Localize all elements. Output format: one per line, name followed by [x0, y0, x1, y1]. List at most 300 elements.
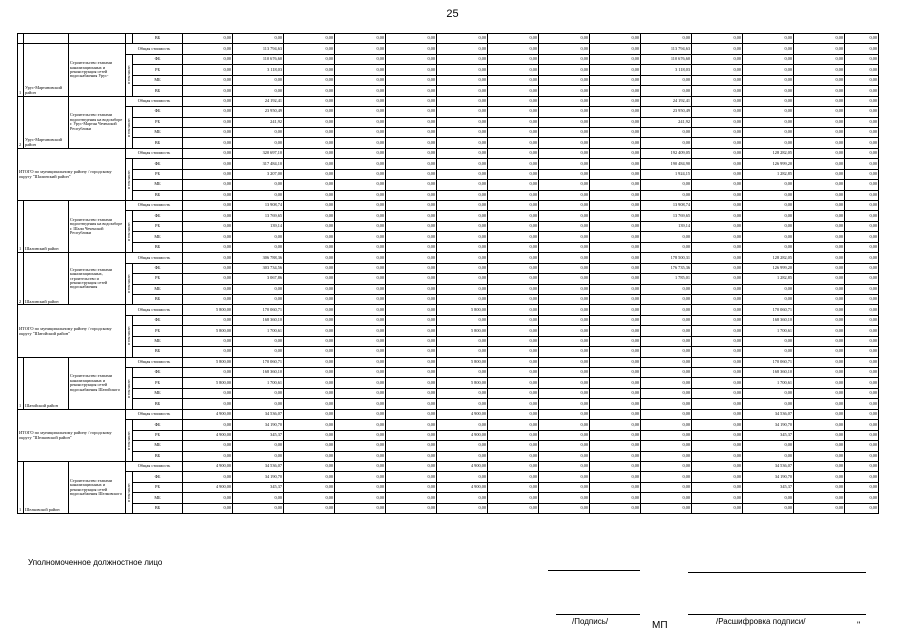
value-cell: 0,00: [794, 65, 845, 75]
value-cell: 0,00: [488, 127, 539, 137]
value-cell: 0,00: [183, 107, 233, 117]
value-cell: 0,00: [437, 347, 488, 357]
value-cell: 0,00: [335, 86, 386, 96]
table-row: [18, 107, 879, 117]
value-cell: 0,00: [488, 107, 539, 117]
value-cell: 0,00: [183, 451, 233, 461]
value-cell: 0,00: [233, 190, 284, 200]
value-cell: 0,00: [233, 441, 284, 451]
value-cell: 0,00: [183, 441, 233, 451]
value-cell: 0,00: [437, 493, 488, 503]
value-cell: 0,00: [335, 326, 386, 336]
value-cell: 0,00: [183, 201, 233, 211]
value-cell: 0,00: [284, 34, 335, 44]
value-cell: 0,00: [437, 336, 488, 346]
table-row: [18, 242, 879, 252]
value-cell: 4 900,00: [437, 482, 488, 492]
value-cell: 0,00: [692, 461, 743, 471]
value-cell: 1 700,61: [743, 378, 794, 388]
value-cell: 0,00: [386, 461, 437, 471]
value-cell: 0,00: [233, 451, 284, 461]
value-cell: 0,00: [335, 169, 386, 179]
value-cell: 0,00: [743, 75, 794, 85]
value-cell: 0,00: [539, 336, 590, 346]
value-cell: 0,00: [590, 65, 641, 75]
value-cell: 0,00: [794, 138, 845, 148]
value-cell: 0,00: [845, 253, 879, 263]
value-cell: 0,00: [641, 336, 692, 346]
value-cell: 0,00: [183, 420, 233, 430]
value-cell: 0,00: [386, 127, 437, 137]
value-cell: 0,00: [743, 441, 794, 451]
value-cell: 13 908,74: [233, 201, 284, 211]
value-cell: 168 360,10: [743, 368, 794, 378]
value-cell: 0,00: [284, 107, 335, 117]
signature-line: [556, 614, 640, 615]
value-cell: 0,00: [284, 201, 335, 211]
value-cell: 0,00: [335, 75, 386, 85]
value-cell: 0,00: [488, 378, 539, 388]
value-cell: 0,00: [539, 399, 590, 409]
value-cell: 0,00: [692, 201, 743, 211]
source-code-cell: ФБ: [133, 159, 183, 169]
value-cell: 0,00: [692, 117, 743, 127]
table-row: [18, 503, 879, 513]
value-cell: 0,00: [488, 294, 539, 304]
including-label: в том числе:: [126, 315, 133, 357]
value-cell: 0,00: [437, 315, 488, 325]
value-cell: 0,00: [488, 34, 539, 44]
value-cell: 0,00: [845, 96, 879, 106]
value-cell: 0,00: [794, 211, 845, 221]
signature-line-top: [548, 570, 640, 571]
value-cell: 23 950,49: [233, 107, 284, 117]
value-cell: 0,00: [692, 357, 743, 367]
value-cell: 0,00: [386, 357, 437, 367]
value-cell: 0,00: [539, 430, 590, 440]
table-row: [18, 96, 879, 106]
value-cell: 0,00: [437, 472, 488, 482]
value-cell: 0,00: [590, 493, 641, 503]
value-cell: 0,00: [590, 503, 641, 513]
value-cell: 0,00: [233, 503, 284, 513]
value-cell: 0,00: [794, 399, 845, 409]
value-cell: 0,00: [539, 75, 590, 85]
value-cell: 0,00: [641, 75, 692, 85]
table-body: [18, 34, 879, 514]
source-code-cell: ВБ: [133, 399, 183, 409]
value-cell: 0,00: [386, 336, 437, 346]
value-cell: 13 769,65: [641, 211, 692, 221]
value-cell: 0,00: [386, 242, 437, 252]
value-cell: 0,00: [794, 388, 845, 398]
value-cell: 0,00: [183, 253, 233, 263]
table-row: [18, 44, 879, 54]
value-cell: 0,00: [590, 253, 641, 263]
value-cell: 0,00: [743, 232, 794, 242]
value-cell: 0,00: [845, 284, 879, 294]
value-cell: 0,00: [386, 34, 437, 44]
description-cell: Строительство этапами канализационных, строительство и реконструкция сетей водоснабжения: [69, 253, 126, 305]
value-cell: 0,00: [590, 430, 641, 440]
value-cell: 0,00: [488, 263, 539, 273]
total-cost-label: Общая стоимость: [126, 305, 183, 315]
value-cell: 176 735,36: [641, 263, 692, 273]
decoding-line-top: [688, 572, 866, 573]
value-cell: 0,00: [386, 399, 437, 409]
source-code-cell: РБ: [133, 430, 183, 440]
value-cell: 0,00: [386, 148, 437, 158]
value-cell: 0,00: [488, 409, 539, 419]
value-cell: 0,00: [641, 461, 692, 471]
value-cell: 0,00: [692, 169, 743, 179]
value-cell: 0,00: [386, 65, 437, 75]
value-cell: 0,00: [437, 148, 488, 158]
value-cell: 0,00: [845, 461, 879, 471]
value-cell: 0,00: [488, 336, 539, 346]
source-code-cell: РБ: [133, 274, 183, 284]
value-cell: 0,00: [335, 117, 386, 127]
value-cell: 0,00: [335, 482, 386, 492]
value-cell: 0,00: [437, 253, 488, 263]
value-cell: 0,00: [437, 96, 488, 106]
source-code-cell: ВБ: [133, 190, 183, 200]
value-cell: 0,00: [539, 461, 590, 471]
value-cell: 0,00: [488, 420, 539, 430]
source-code-cell: ФБ: [133, 315, 183, 325]
value-cell: 0,00: [845, 54, 879, 64]
value-cell: 0,00: [845, 347, 879, 357]
district-cell: Шатойский район: [24, 357, 69, 409]
value-cell: 0,00: [794, 107, 845, 117]
total-row: [18, 315, 879, 325]
value-cell: 0,00: [437, 284, 488, 294]
signature-caption: /Подпись/: [572, 617, 609, 626]
value-cell: 0,00: [386, 420, 437, 430]
value-cell: 0,00: [386, 378, 437, 388]
value-cell: 0,00: [335, 107, 386, 117]
value-cell: 0,00: [590, 96, 641, 106]
value-cell: 0,00: [488, 274, 539, 284]
value-cell: 168 360,10: [743, 315, 794, 325]
value-cell: 0,00: [641, 409, 692, 419]
value-cell: 0,00: [437, 54, 488, 64]
table-row: [18, 388, 879, 398]
value-cell: 0,00: [539, 138, 590, 148]
table-row: [18, 232, 879, 242]
value-cell: 0,00: [641, 305, 692, 315]
value-cell: 0,00: [488, 493, 539, 503]
value-cell: 0,00: [539, 388, 590, 398]
value-cell: 0,00: [386, 211, 437, 221]
value-cell: 0,00: [488, 96, 539, 106]
value-cell: 0,00: [794, 378, 845, 388]
value-cell: 0,00: [590, 305, 641, 315]
value-cell: 0,00: [335, 378, 386, 388]
value-cell: 0,00: [539, 274, 590, 284]
value-cell: 0,00: [233, 75, 284, 85]
value-cell: 0,00: [488, 180, 539, 190]
value-cell: 0,00: [488, 388, 539, 398]
value-cell: 0,00: [692, 420, 743, 430]
stamp-place-caption: МП: [652, 620, 668, 631]
value-cell: 0,00: [386, 441, 437, 451]
value-cell: 0,00: [386, 430, 437, 440]
value-cell: 0,00: [590, 117, 641, 127]
table-row: [18, 211, 879, 221]
value-cell: 0,00: [641, 315, 692, 325]
table-row: [18, 86, 879, 96]
value-cell: 0,00: [284, 96, 335, 106]
value-cell: 0,00: [386, 190, 437, 200]
source-code-cell: РБ: [133, 482, 183, 492]
value-cell: 0,00: [692, 368, 743, 378]
value-cell: 0,00: [335, 493, 386, 503]
table-row: [18, 472, 879, 482]
value-cell: 0,00: [488, 221, 539, 231]
source-code-cell: РБ: [133, 378, 183, 388]
value-cell: 0,00: [183, 399, 233, 409]
total-cost-label: Общая стоимость: [126, 44, 183, 54]
value-cell: 0,00: [539, 34, 590, 44]
value-cell: 0,00: [641, 232, 692, 242]
value-cell: 0,00: [692, 493, 743, 503]
value-cell: 34 190,70: [743, 472, 794, 482]
value-cell: 0,00: [284, 117, 335, 127]
value-cell: 34 190,70: [233, 420, 284, 430]
table-row: [18, 399, 879, 409]
value-cell: 0,00: [539, 159, 590, 169]
total-row: [18, 180, 879, 190]
value-cell: 0,00: [590, 127, 641, 137]
value-cell: 0,00: [386, 201, 437, 211]
value-cell: 0,00: [590, 44, 641, 54]
table-row: [18, 127, 879, 137]
total-row: [18, 347, 879, 357]
value-cell: 0,00: [335, 357, 386, 367]
value-cell: 0,00: [794, 180, 845, 190]
value-cell: 0,00: [692, 242, 743, 252]
value-cell: 345,37: [743, 482, 794, 492]
value-cell: 0,00: [692, 148, 743, 158]
value-cell: 0,00: [845, 420, 879, 430]
value-cell: 0,00: [437, 75, 488, 85]
value-cell: 3 118,03: [233, 65, 284, 75]
value-cell: 0,00: [590, 461, 641, 471]
value-cell: 0,00: [539, 190, 590, 200]
value-cell: 4 900,00: [183, 430, 233, 440]
value-cell: 0,00: [284, 472, 335, 482]
value-cell: 5 800,00: [183, 326, 233, 336]
value-cell: 0,00: [386, 315, 437, 325]
value-cell: 0,00: [335, 253, 386, 263]
value-cell: 0,00: [692, 274, 743, 284]
value-cell: 0,00: [743, 107, 794, 117]
value-cell: 0,00: [437, 169, 488, 179]
table-row: [18, 357, 879, 367]
value-cell: 0,00: [386, 107, 437, 117]
total-row: [18, 305, 879, 315]
value-cell: 0,00: [539, 326, 590, 336]
value-cell: 0,00: [590, 169, 641, 179]
value-cell: 24 192,41: [233, 96, 284, 106]
value-cell: 0,00: [539, 117, 590, 127]
value-cell: 303 734,56: [233, 263, 284, 273]
value-cell: 128 282,05: [743, 148, 794, 158]
value-cell: 0,00: [183, 263, 233, 273]
value-cell: 0,00: [845, 368, 879, 378]
value-cell: 0,00: [284, 232, 335, 242]
value-cell: 0,00: [284, 75, 335, 85]
value-cell: 0,00: [590, 34, 641, 44]
value-cell: 0,00: [284, 336, 335, 346]
value-cell: 0,00: [335, 138, 386, 148]
value-cell: 0,00: [845, 107, 879, 117]
value-cell: 0,00: [692, 232, 743, 242]
value-cell: 170 060,71: [743, 305, 794, 315]
value-cell: 0,00: [539, 96, 590, 106]
value-cell: 0,00: [284, 211, 335, 221]
value-cell: 0,00: [488, 169, 539, 179]
value-cell: 0,00: [539, 44, 590, 54]
value-cell: 0,00: [488, 190, 539, 200]
value-cell: 0,00: [335, 336, 386, 346]
value-cell: 0,00: [692, 65, 743, 75]
value-cell: 0,00: [641, 86, 692, 96]
value-cell: 0,00: [692, 482, 743, 492]
value-cell: 0,00: [845, 503, 879, 513]
value-cell: 0,00: [335, 211, 386, 221]
value-cell: 0,00: [183, 138, 233, 148]
value-cell: 241,92: [641, 117, 692, 127]
value-cell: 0,00: [539, 148, 590, 158]
value-cell: 0,00: [845, 65, 879, 75]
including-label: в том числе:: [126, 472, 133, 514]
value-cell: 0,00: [794, 127, 845, 137]
value-cell: 0,00: [488, 65, 539, 75]
value-cell: 0,00: [590, 294, 641, 304]
value-cell: 0,00: [641, 503, 692, 513]
value-cell: 0,00: [233, 180, 284, 190]
value-cell: 0,00: [692, 409, 743, 419]
source-code-cell: ВБ: [133, 503, 183, 513]
value-cell: 0,00: [794, 420, 845, 430]
source-code-cell: МБ: [133, 284, 183, 294]
value-cell: 0,00: [183, 503, 233, 513]
value-cell: 0,00: [641, 138, 692, 148]
value-cell: 0,00: [845, 34, 879, 44]
value-cell: 0,00: [692, 503, 743, 513]
trailing-quote-mark: ": [857, 620, 861, 630]
value-cell: 0,00: [845, 211, 879, 221]
value-cell: 0,00: [233, 399, 284, 409]
source-code-cell: РБ: [133, 169, 183, 179]
total-title-cell: ИТОГО по муниципальному району / городскому округу "Шатойский район": [18, 305, 126, 357]
value-cell: 0,00: [539, 242, 590, 252]
value-cell: 0,00: [183, 148, 233, 158]
value-cell: 0,00: [845, 180, 879, 190]
district-cell: Шалинский район: [24, 201, 69, 253]
number-cell: 2: [18, 253, 24, 305]
value-cell: 0,00: [284, 148, 335, 158]
description-cell: Строительство этапами водоотведения на водозаборе г. Урус-Мартан Чеченской Республики: [69, 96, 126, 148]
source-code-cell: ВБ: [133, 242, 183, 252]
value-cell: 0,00: [284, 451, 335, 461]
value-cell: 0,00: [794, 86, 845, 96]
value-cell: 0,00: [641, 388, 692, 398]
district-cell: Шелковской район: [24, 461, 69, 513]
value-cell: 0,00: [794, 201, 845, 211]
value-cell: 0,00: [183, 242, 233, 252]
value-cell: 0,00: [284, 482, 335, 492]
value-cell: 24 192,41: [641, 96, 692, 106]
value-cell: 0,00: [692, 399, 743, 409]
value-cell: 0,00: [590, 190, 641, 200]
value-cell: 0,00: [641, 294, 692, 304]
value-cell: 1 924,15: [641, 169, 692, 179]
total-row: [18, 451, 879, 461]
value-cell: 0,00: [845, 388, 879, 398]
value-cell: 0,00: [335, 127, 386, 137]
value-cell: 0,00: [743, 201, 794, 211]
value-cell: 0,00: [743, 294, 794, 304]
value-cell: 0,00: [743, 180, 794, 190]
value-cell: 0,00: [794, 493, 845, 503]
value-cell: 0,00: [692, 253, 743, 263]
value-cell: 0,00: [335, 315, 386, 325]
value-cell: 0,00: [743, 54, 794, 64]
value-cell: 0,00: [233, 232, 284, 242]
including-label: в том числе:: [126, 263, 133, 305]
value-cell: 0,00: [539, 232, 590, 242]
value-cell: 0,00: [743, 86, 794, 96]
total-cost-label: Общая стоимость: [126, 96, 183, 106]
value-cell: 0,00: [183, 232, 233, 242]
value-cell: 0,00: [335, 294, 386, 304]
value-cell: 0,00: [335, 451, 386, 461]
value-cell: 0,00: [692, 190, 743, 200]
value-cell: 0,00: [335, 65, 386, 75]
table-row: [18, 263, 879, 273]
value-cell: 0,00: [641, 242, 692, 252]
value-cell: 0,00: [386, 274, 437, 284]
value-cell: 0,00: [437, 221, 488, 231]
value-cell: 3 207,00: [233, 169, 284, 179]
value-cell: 0,00: [794, 315, 845, 325]
value-cell: 0,00: [743, 221, 794, 231]
description-cell: Строительство этапами водоотведения на водозаборе г. Шали Чеченской Республики: [69, 201, 126, 253]
value-cell: 0,00: [590, 409, 641, 419]
value-cell: 0,00: [183, 368, 233, 378]
value-cell: 0,00: [692, 378, 743, 388]
value-cell: 0,00: [284, 54, 335, 64]
value-cell: 0,00: [794, 451, 845, 461]
value-cell: 5 800,00: [183, 378, 233, 388]
value-cell: 0,00: [692, 75, 743, 85]
value-cell: 0,00: [335, 242, 386, 252]
including-label: в том числе:: [126, 211, 133, 253]
value-cell: 0,00: [539, 378, 590, 388]
value-cell: 192 409,05: [641, 148, 692, 158]
value-cell: 0,00: [335, 274, 386, 284]
total-row: [18, 169, 879, 179]
value-cell: 0,00: [233, 242, 284, 252]
value-cell: 0,00: [488, 86, 539, 96]
value-cell: 0,00: [233, 127, 284, 137]
table-row: [18, 378, 879, 388]
value-cell: 0,00: [335, 388, 386, 398]
value-cell: 0,00: [233, 294, 284, 304]
